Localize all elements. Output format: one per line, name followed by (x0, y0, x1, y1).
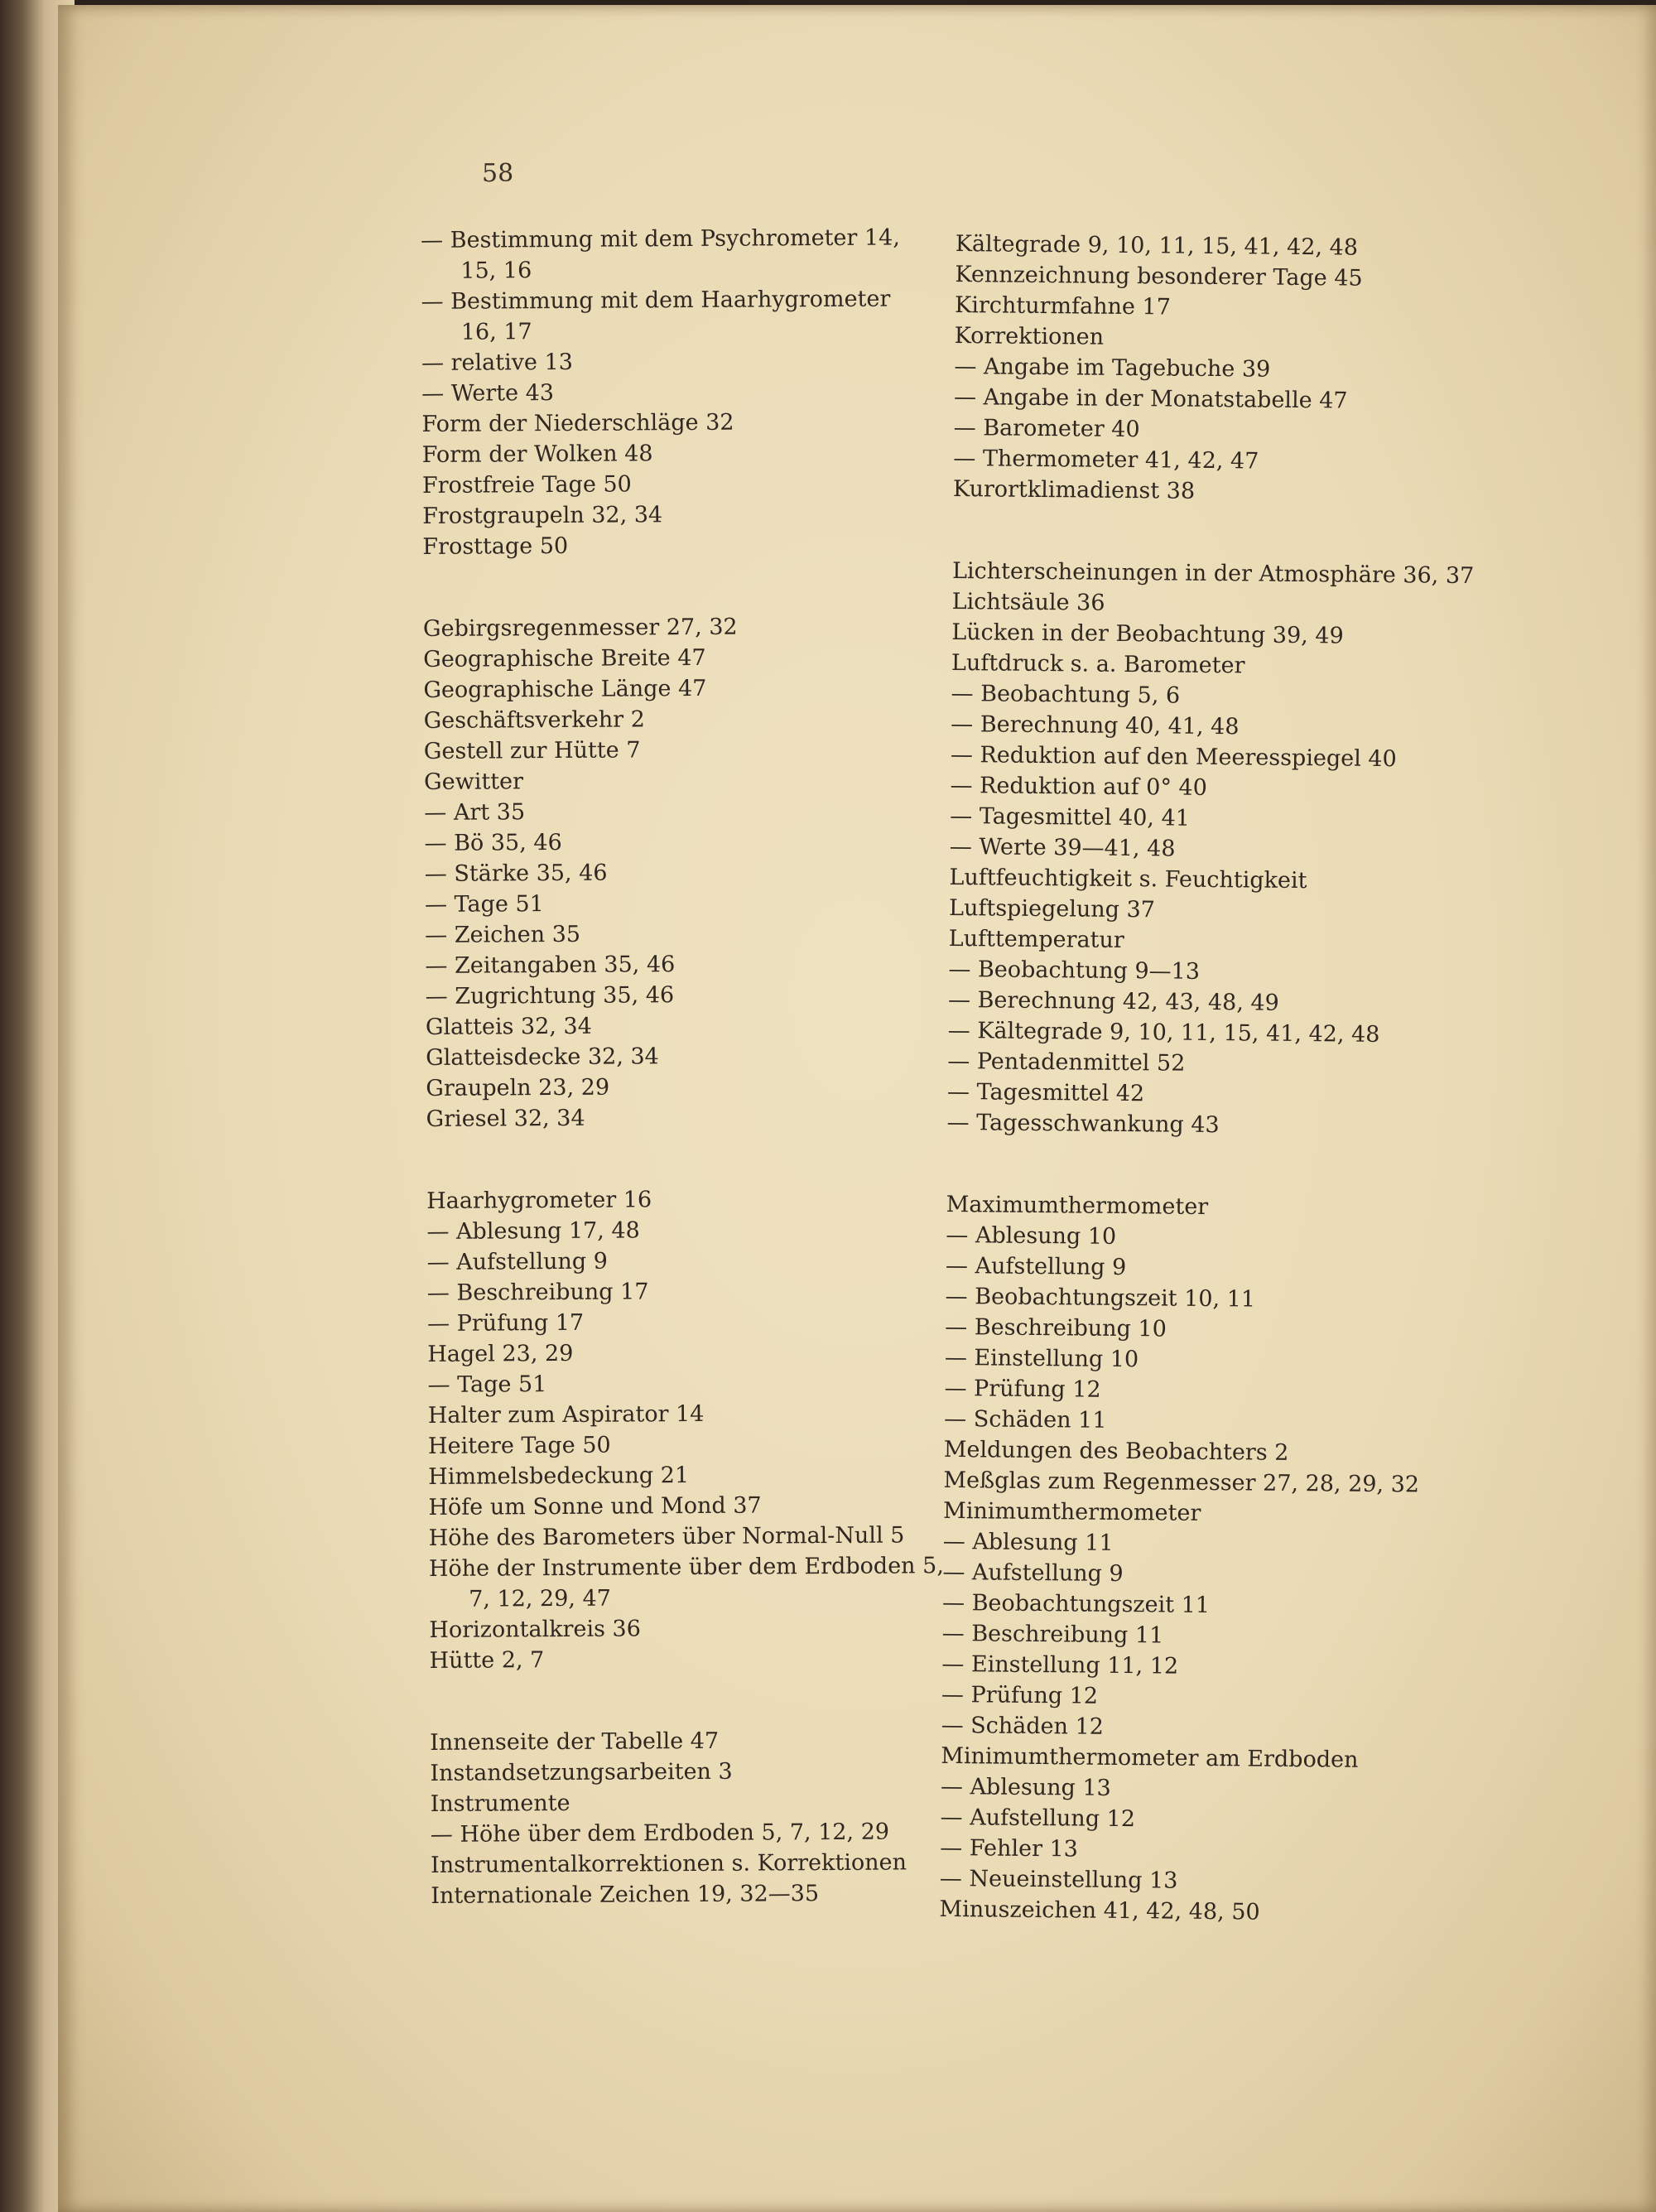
index-entry: — Aufstellung 9 (942, 1559, 1124, 1588)
index-entry: — Prüfung 17 (427, 1309, 585, 1337)
index-entry: Frostgraupeln 32, 34 (422, 502, 663, 529)
index-entry: Meßglas zum Regenmesser 27, 28, 29, 32 (943, 1467, 1420, 1498)
index-entry: Glatteisdecke 32, 34 (426, 1043, 659, 1071)
index-entry: Minimumthermometer am Erdboden (941, 1742, 1359, 1773)
index-entry: — Beobachtung 9—13 (948, 956, 1201, 985)
index-entry: Hütte 2, 7 (429, 1647, 545, 1674)
index-entry: — Höhe über dem Erdboden 5, 7, 12, 29 (430, 1819, 890, 1848)
index-entry: — Prüfung 12 (941, 1681, 1099, 1709)
index-entry: Glatteis 32, 34 (425, 1013, 592, 1040)
index-entry: Griesel 32, 34 (426, 1105, 585, 1132)
index-entry: — Schäden 12 (941, 1712, 1105, 1740)
index-entry: — Ablesung 13 (940, 1773, 1111, 1801)
index-entry: Lichterscheinungen in der Atmosphäre 36, 37 (951, 557, 1475, 590)
index-entry: Frostfreie Tage 50 (421, 471, 632, 499)
page-number: 58 (482, 159, 514, 188)
index-group-f (421, 222, 952, 562)
index-entry: — Thermometer 41, 42, 47 (953, 445, 1259, 475)
index-group-h (426, 1183, 960, 1676)
index-entry: Geographische Länge 47 (423, 675, 707, 703)
index-group-m (939, 1189, 1475, 1930)
index-entry: Geschäftsverkehr 2 (423, 706, 645, 734)
index-column-left (421, 222, 961, 1963)
index-entry: Lücken in der Beobachtung 39, 49 (951, 619, 1344, 649)
index-entry: Luftfeuchtigkeit s. Feuchtigkeit (949, 864, 1307, 894)
index-entry: Gebirgsregenmesser 27, 32 (422, 614, 738, 642)
index-group-i (430, 1724, 960, 1911)
index-entry: — Beschreibung 10 (945, 1313, 1167, 1342)
index-entry: — Tagesschwankung 43 (946, 1109, 1220, 1139)
index-entry: Kältegrade 9, 10, 11, 15, 41, 42, 48 (955, 230, 1359, 261)
index-entry: Höhe der Instrumente über dem Erdboden 5, (428, 1553, 944, 1582)
index-entry: — Einstellung 10 (944, 1344, 1139, 1373)
index-entry: — Angabe in der Monatstabelle 47 (953, 383, 1348, 414)
index-entry: — Tage 51 (424, 891, 544, 918)
index-entry: — Barometer 40 (953, 414, 1140, 443)
index-entry: Instrumentalkorrektionen s. Korrektionen (431, 1849, 907, 1878)
index-entry: Minuszeichen 41, 42, 48, 50 (939, 1896, 1260, 1925)
index-entry: — Ablesung 17, 48 (426, 1217, 640, 1245)
index-entry: Himmelsbedeckung 21 (428, 1463, 690, 1490)
index-entry: Frosttage 50 (422, 533, 569, 560)
index-entry: Gewitter (424, 769, 524, 795)
index-entry: Höhe des Barometers über Normal-Null 5 (428, 1522, 905, 1551)
index-entry: — Bestimmung mit dem Psychrometer 14, (421, 224, 900, 253)
index-column-right (939, 229, 1485, 1981)
index-group-l (946, 556, 1482, 1143)
index-entry: — Tage 51 (427, 1371, 547, 1398)
index-entry: Korrektionen (954, 322, 1105, 350)
index-entry: Instrumente (430, 1790, 570, 1817)
index-entry: — Einstellung 11, 12 (941, 1651, 1179, 1679)
index-entry: — Zugrichtung 35, 46 (425, 982, 675, 1010)
index-entry: — Tagesmittel 40, 41 (950, 802, 1191, 831)
index-entry: Minimumthermometer (942, 1497, 1201, 1526)
index-group-k (953, 229, 1485, 509)
index-entry: — Schäden 11 (944, 1405, 1107, 1434)
index-entry: — Berechnung 42, 43, 48, 49 (947, 986, 1279, 1016)
index-entry: Hagel 23, 29 (427, 1340, 574, 1367)
index-entry: Instandsetzungsarbeiten 3 (430, 1758, 733, 1786)
index-entry: — Beobachtungszeit 11 (941, 1589, 1211, 1619)
index-entry: — Art 35 (424, 799, 526, 826)
index-entry: — Neueinstellung 13 (939, 1865, 1178, 1894)
index-entry: — Ablesung 10 (946, 1222, 1117, 1250)
index-entry-continuation: 16, 17 (460, 319, 532, 345)
index-entry: — Ablesung 11 (942, 1528, 1114, 1556)
index-entry: — Bestimmung mit dem Haarhygrometer (421, 286, 891, 315)
index-entry-continuation: 15, 16 (460, 258, 532, 284)
index-entry: — Pentadenmittel 52 (947, 1048, 1186, 1077)
index-entry: Kennzeichnung besonderer Tage 45 (955, 261, 1363, 292)
index-entry: Haarhygrometer 16 (426, 1187, 652, 1214)
index-entry: Heitere Tage 50 (427, 1432, 611, 1459)
index-entry: Horizontalkreis 36 (429, 1616, 641, 1643)
index-entry: Luftspiegelung 37 (948, 894, 1156, 923)
index-entry: — Prüfung 12 (944, 1375, 1101, 1403)
index-entry: Maximumthermometer (946, 1191, 1209, 1220)
index-entry: — Berechnung 40, 41, 48 (951, 711, 1240, 740)
index-entry: — Beobachtung 5, 6 (951, 680, 1181, 709)
index-entry: — Werte 43 (421, 380, 555, 407)
index-entry: — Zeitangaben 35, 46 (425, 952, 676, 979)
index-entry: Lichtsäule 36 (951, 588, 1105, 616)
index-entry: Kurortklimadienst 38 (952, 475, 1196, 504)
index-entry: Höfe um Sonne und Mond 37 (428, 1492, 762, 1520)
index-entry: Kirchturmfahne 17 (954, 292, 1172, 320)
index-entry: — Reduktion auf den Meeresspiegel 40 (950, 741, 1397, 773)
index-entry: — Aufstellung 12 (940, 1804, 1136, 1833)
index-entry: Internationale Zeichen 19, 32—35 (431, 1881, 820, 1909)
index-entry: Form der Wolken 48 (421, 441, 653, 468)
index-entry: Halter zum Aspirator 14 (427, 1400, 705, 1429)
index-entry: — Tagesmittel 42 (946, 1078, 1145, 1107)
index-group-g (423, 610, 956, 1135)
index-entry: Graupeln 23, 29 (426, 1074, 610, 1101)
index-entry: Meldungen des Beobachters 2 (943, 1436, 1289, 1466)
index-entry: Gestell zur Hütte 7 (423, 737, 641, 764)
index-entry: — relative 13 (421, 349, 573, 376)
index-entry: — Beschreibung 11 (941, 1620, 1164, 1649)
index-entry: — Aufstellung 9 (945, 1252, 1127, 1281)
index-entry: Innenseite der Tabelle 47 (430, 1728, 720, 1756)
index-entry-continuation: 7, 12, 29, 47 (469, 1585, 611, 1612)
index-entry: — Kältegrade 9, 10, 11, 15, 41, 42, 48 (947, 1017, 1380, 1048)
index-entry: — Stärke 35, 46 (424, 860, 608, 887)
index-entry: — Fehler 13 (940, 1834, 1079, 1863)
index-entry: — Reduktion auf 0° 40 (950, 772, 1208, 801)
index-entry: — Angabe im Tagebuche 39 (954, 353, 1271, 383)
index-entry: — Zeichen 35 (425, 921, 581, 948)
index-entry: Geographische Breite 47 (423, 644, 706, 672)
index-entry: — Beschreibung 17 (426, 1279, 649, 1306)
index-entry: Luftdruck s. a. Barometer (951, 649, 1245, 679)
index-entry: Form der Niederschläge 32 (421, 409, 734, 437)
index-entry: — Beobachtungszeit 10, 11 (945, 1283, 1256, 1313)
index-entry: Lufttemperatur (948, 925, 1124, 953)
index-entry: — Werte 39—41, 48 (949, 833, 1176, 862)
index-entry: — Aufstellung 9 (426, 1248, 608, 1275)
index-entry: — Bö 35, 46 (424, 829, 562, 856)
